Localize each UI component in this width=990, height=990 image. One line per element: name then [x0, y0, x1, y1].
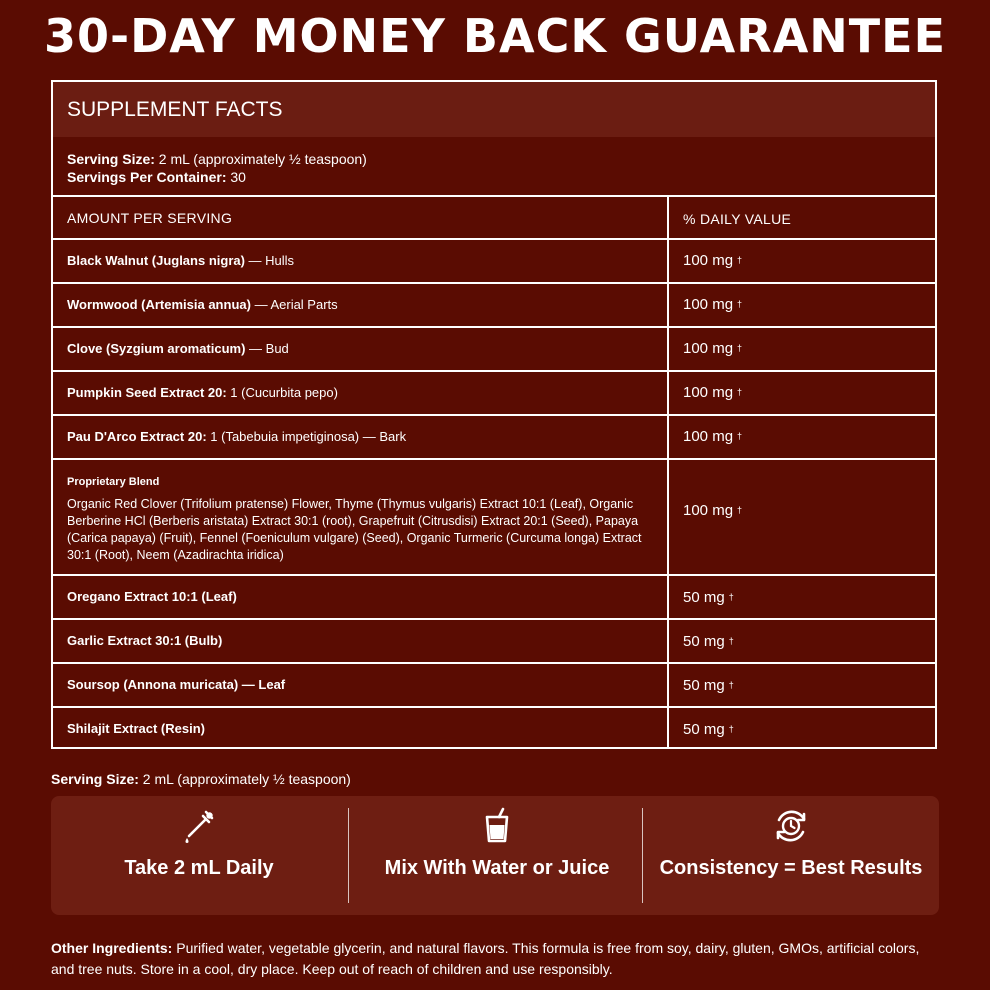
ingredient-name: Oregano Extract 10:1 (Leaf)	[67, 589, 237, 604]
serving-size-label: Serving Size:	[51, 771, 139, 787]
usage-label: Consistency = Best Results	[659, 857, 923, 879]
blend-amount: 100 mg †	[683, 502, 743, 519]
divider	[53, 326, 935, 328]
ingredient-amount: 100 mg †	[683, 428, 743, 445]
ingredient-amount: 100 mg †	[683, 340, 743, 357]
divider	[53, 370, 935, 372]
divider	[53, 574, 935, 576]
clock-cycle-icon	[771, 806, 811, 846]
cup-icon	[477, 806, 517, 846]
usage-item-mix	[349, 796, 645, 915]
serving-size-value: 2 mL (approximately ½ teaspoon)	[154, 151, 367, 167]
other-ingredients	[51, 938, 931, 980]
ingredient-amount: 100 mg †	[683, 384, 743, 401]
ingredient-name: Shilajit Extract (Resin)	[67, 721, 205, 736]
divider	[53, 282, 935, 284]
divider	[53, 662, 935, 664]
column-header-amount: AMOUNT PER SERVING	[67, 210, 233, 226]
divider	[53, 414, 935, 416]
ingredient-amount: 100 mg †	[683, 296, 743, 313]
ingredient-amount: 50 mg †	[683, 677, 734, 694]
dropper-icon	[179, 806, 219, 846]
usage-panel	[51, 796, 939, 915]
column-divider	[667, 197, 669, 749]
ingredient-name: Clove (Syzgium aromaticum) — Bud	[67, 341, 289, 356]
ingredient-name: Pau D'Arco Extract 20: 1 (Tabebuia impetiginosa) — Bark	[67, 429, 407, 444]
facts-title: SUPPLEMENT FACTS	[53, 82, 935, 137]
serving-info	[67, 150, 367, 186]
blend-ingredients: Organic Red Clover (Trifolium pratense) Flower, Thyme (Thymus vulgaris) Extract 10:1 (Leaf), Organic Berberine HCl (Berberis aristata) Extract 30:1 (root), Grapefruit (Citrusdisi) Extract 20:1 (Seed), Papaya (Carica papaya) (Fruit), Fennel (Foeniculum vulgare) (Seed), Organic Turmeric (Curcuma longa) Extract 30:1 (Root), Neem (Azadirachta iridica)	[67, 497, 642, 562]
other-ingredients-label: Other Ingredients:	[51, 940, 173, 956]
usage-item-dose	[51, 796, 347, 915]
serving-size-value: 2 mL (approximately ½ teaspoon)	[138, 771, 351, 787]
ingredient-name: Garlic Extract 30:1 (Bulb)	[67, 633, 223, 648]
servings-per-container-value: 30	[226, 169, 246, 185]
serving-size-label: Serving Size:	[67, 151, 155, 167]
servings-per-container-label: Servings Per Container:	[67, 169, 227, 185]
other-ingredients-text: Purified water, vegetable glycerin, and natural flavors. This formula is free from soy, dairy, gluten, GMOs, artificial colors, and tree nuts. Store in a cool, dry place. Keep out of reach of children and use responsibly.	[51, 940, 920, 977]
ingredient-name: Soursop (Annona muricata) — Leaf	[67, 677, 286, 692]
usage-label: Mix With Water or Juice	[384, 857, 610, 879]
ingredient-amount: 50 mg †	[683, 633, 734, 650]
divider	[53, 706, 935, 708]
column-header-daily-value: % DAILY VALUE	[683, 211, 792, 227]
proprietary-blend	[67, 475, 657, 564]
blend-title: Proprietary Blend	[67, 476, 160, 488]
ingredient-name: Wormwood (Artemisia annua) — Aerial Parts	[67, 297, 338, 312]
divider	[53, 618, 935, 620]
serving-size-note	[51, 770, 351, 788]
divider	[53, 238, 935, 240]
divider	[53, 195, 935, 197]
ingredient-amount: 50 mg †	[683, 589, 734, 606]
ingredient-amount: 100 mg †	[683, 252, 743, 269]
page-headline: 30-DAY MONEY BACK GUARANTEE	[43, 9, 947, 63]
ingredient-amount: 50 mg †	[683, 721, 734, 738]
usage-item-consistency	[643, 796, 939, 915]
ingredient-name: Black Walnut (Juglans nigra) — Hulls	[67, 253, 295, 268]
divider	[53, 458, 935, 460]
usage-label: Take 2 mL Daily	[124, 857, 274, 879]
ingredient-name: Pumpkin Seed Extract 20: 1 (Cucurbita pepo)	[67, 385, 338, 400]
supplement-facts-table	[51, 80, 937, 749]
